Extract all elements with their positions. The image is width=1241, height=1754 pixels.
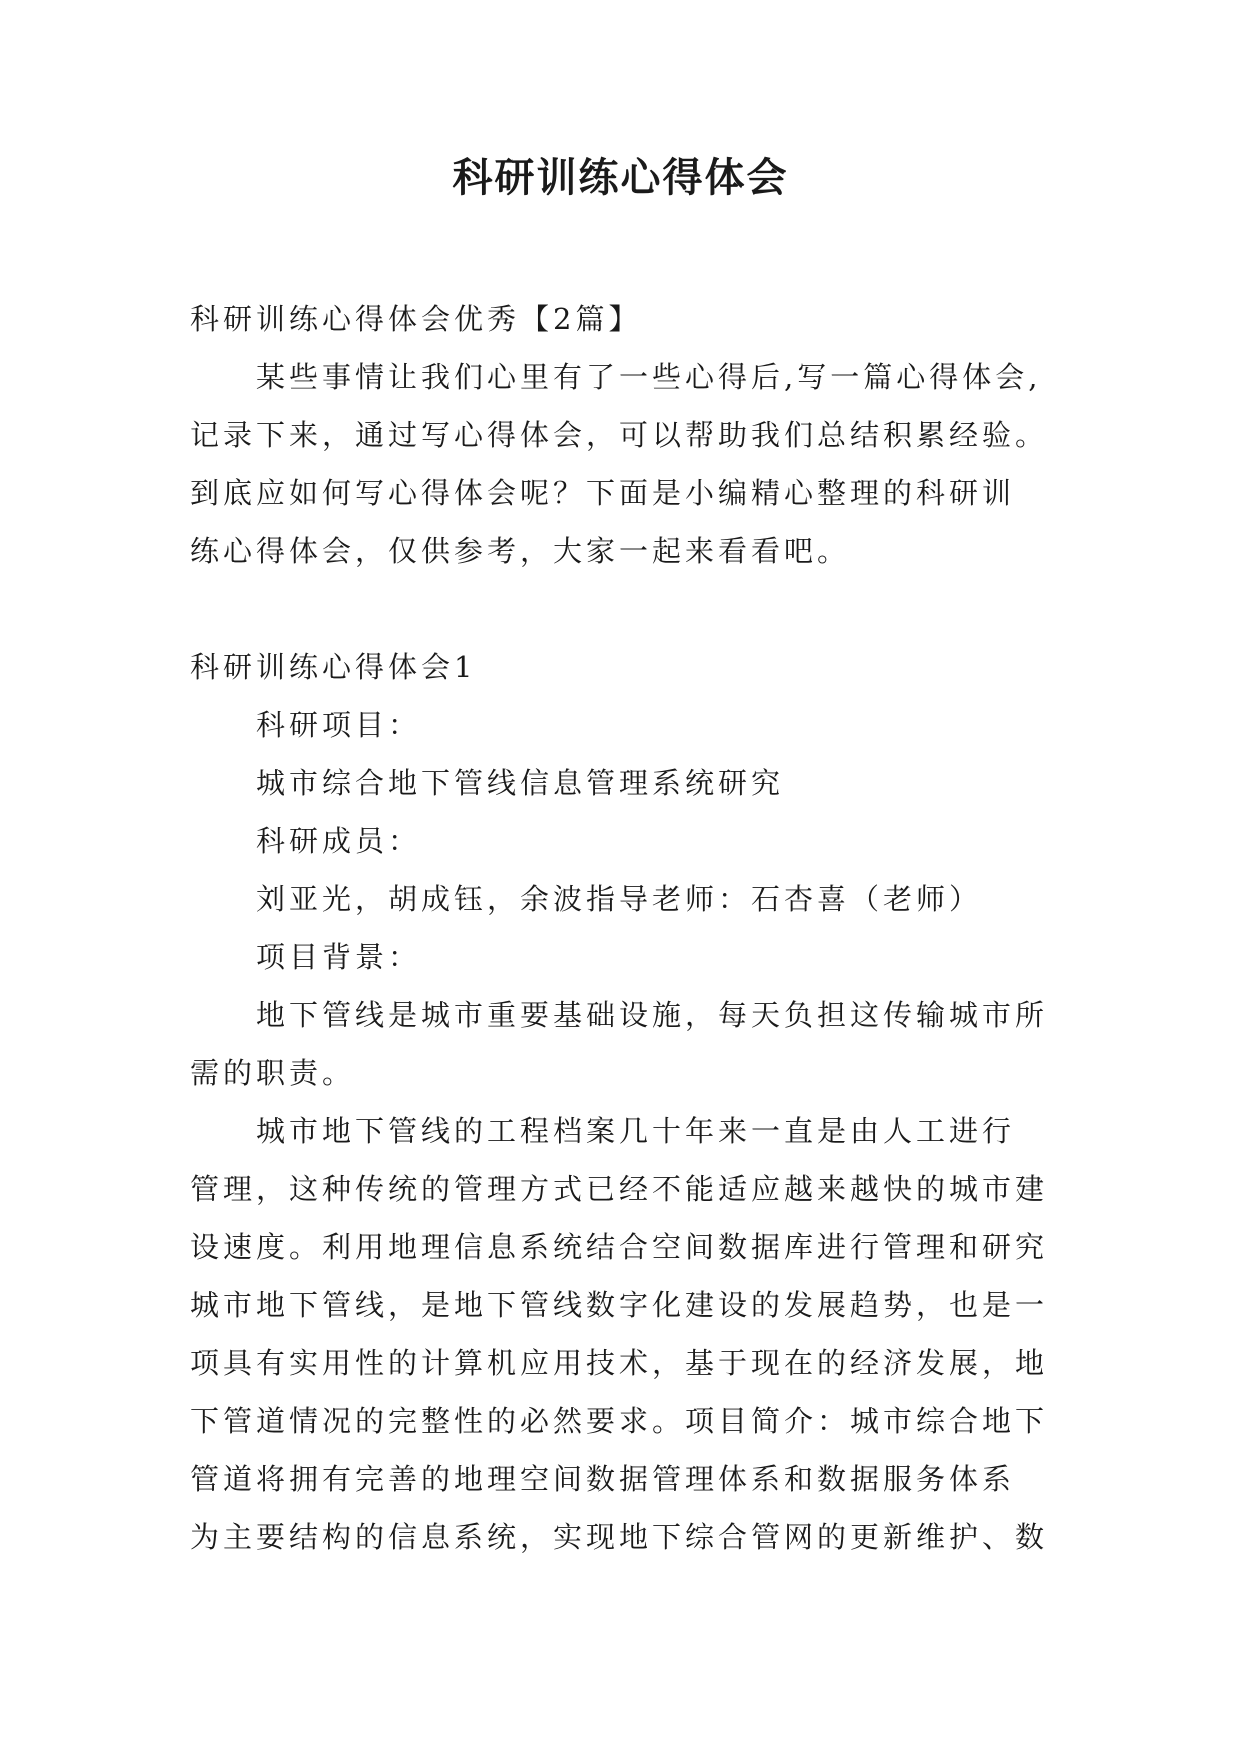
para1-line-1: 地下管线是城市重要基础设施，每天负担这传输城市所 — [256, 998, 1049, 1032]
document-title: 科研训练心得体会 — [452, 154, 789, 201]
para2-line-4: 城市地下管线，是地下管线数字化建设的发展趋势，也是一 — [190, 1288, 1049, 1322]
para2-line-7: 管道将拥有完善的地理空间数据管理体系和数据服务体系 — [190, 1462, 1016, 1496]
para2-line-1: 城市地下管线的工程档案几十年来一直是由人工进行 — [256, 1114, 1016, 1148]
background-label: 项目背景： — [256, 940, 422, 974]
para1-line-2: 需的职责。 — [190, 1056, 356, 1090]
intro-line-4: 练心得体会，仅供参考，大家一起来看看吧。 — [190, 534, 851, 568]
project-name: 城市综合地下管线信息管理系统研究 — [256, 766, 785, 800]
document-subtitle: 科研训练心得体会优秀【2篇】 — [190, 302, 642, 336]
para2-line-3: 设速度。利用地理信息系统结合空间数据库进行管理和研究 — [190, 1230, 1049, 1264]
section-heading: 科研训练心得体会1 — [190, 650, 477, 684]
para2-line-8: 为主要结构的信息系统，实现地下综合管网的更新维护、数 — [190, 1520, 1049, 1554]
intro-line-3: 到底应如何写心得体会呢？下面是小编精心整理的科研训 — [190, 476, 1016, 510]
paragraph-gap — [190, 580, 1070, 638]
members-label: 科研成员： — [256, 824, 422, 858]
para2-line-6: 下管道情况的完整性的必然要求。项目简介：城市综合地下 — [190, 1404, 1049, 1438]
intro-line-2: 记录下来，通过写心得体会，可以帮助我们总结积累经验。 — [190, 418, 1049, 452]
document-body — [190, 290, 1070, 1566]
para2-line-5: 项具有实用性的计算机应用技术，基于现在的经济发展，地 — [190, 1346, 1049, 1380]
project-label: 科研项目： — [256, 708, 422, 742]
para2-line-2: 管理，这种传统的管理方式已经不能适应越来越快的城市建 — [190, 1172, 1049, 1206]
members: 刘亚光，胡成钰，余波指导老师：石杏喜（老师） — [256, 882, 983, 916]
intro-line-1: 某些事情让我们心里有了一些心得后,写一篇心得体会, — [256, 360, 1042, 394]
